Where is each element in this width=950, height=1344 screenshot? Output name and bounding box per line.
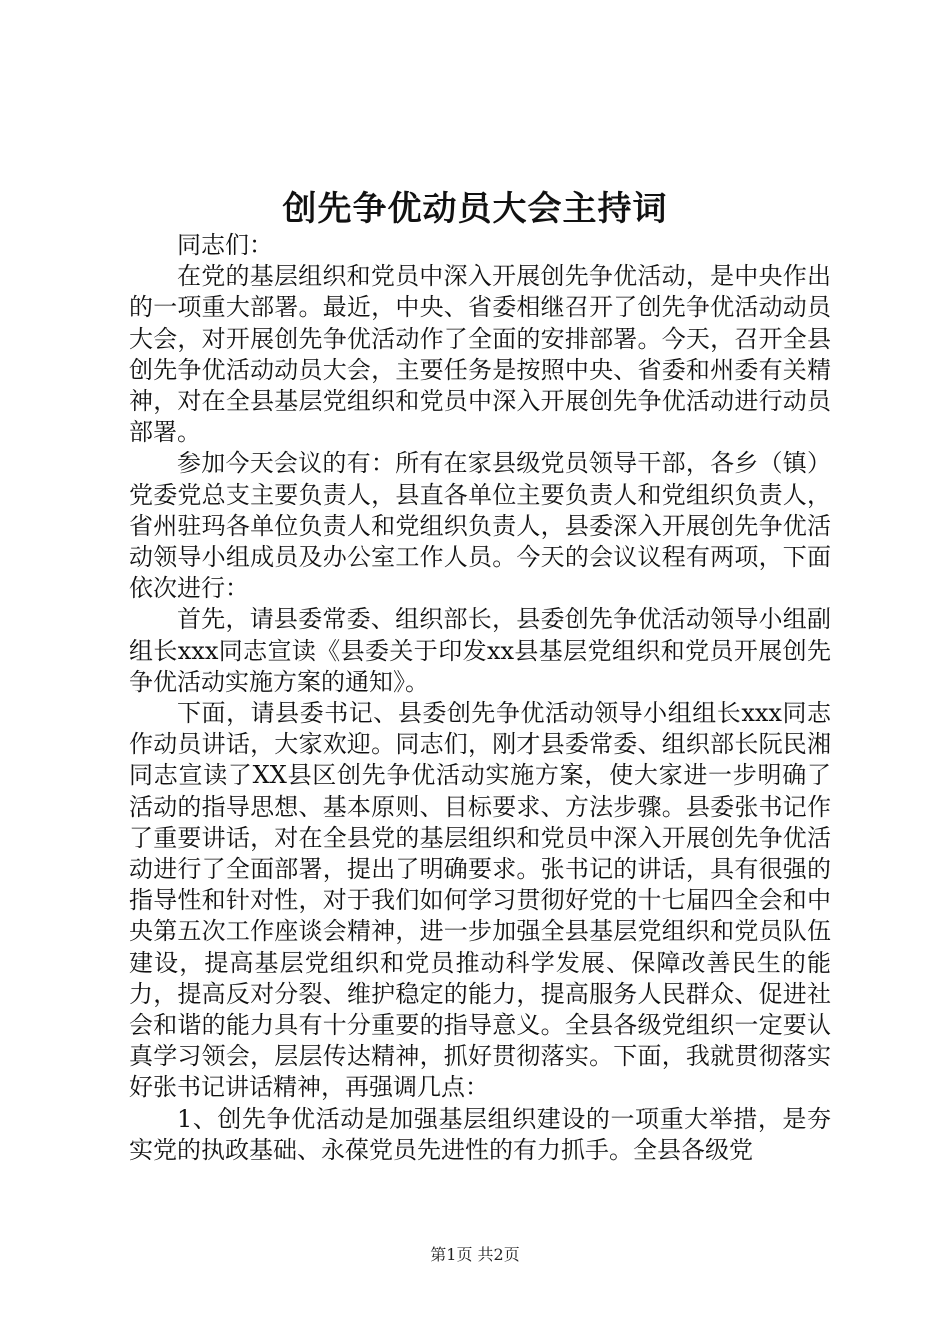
paragraph: 在党的基层组织和党员中深入开展创先争优活动，是中央作出的一项重大部署。最近，中央、省委相继召开了创先争优活动动员大会，对开展创先争优活动作了全面的安排部署。今天，召开全县创先争优活动动员大会，主要任务是按照中央、省委和州委有关精神，对在全县基层党组织和党员中深入开展创先争优活动进行动员部署。 [129, 262, 831, 447]
document-title: 创先争优动员大会主持词 [282, 189, 668, 229]
paragraph: 首先，请县委常委、组织部长，县委创先争优活动领导小组副组长xxx同志宣读《县委关于印发xx县基层党组织和党员开展创先争优活动实施方案的通知》。 [129, 605, 831, 696]
document-body [129, 230, 831, 1166]
salutation: 同志们： [177, 231, 273, 259]
paragraph: 参加今天会议的有：所有在家县级党员领导干部，各乡（镇）党委党总支主要负责人，县直各单位主要负责人和党组织负责人，省州驻玛各单位负责人和党组织负责人，县委深入开展创先争优活动领导小组成员及办公室工作人员。今天的会议议程有两项，下面依次进行： [129, 449, 831, 603]
paragraph: 1、创先争优活动是加强基层组织建设的一项重大举措，是夯实党的执政基础、永葆党员先进性的有力抓手。全县各级党 [129, 1104, 831, 1164]
page-number-footer: 第1页 共2页 [430, 1245, 520, 1264]
paragraph: 下面，请县委书记、县委创先争优活动领导小组组长xxx同志作动员讲话，大家欢迎。同志们，刚才县委常委、组织部长阮民湘同志宣读了XX县区创先争优活动实施方案，使大家进一步明确了活动的指导思想、基本原则、目标要求、方法步骤。县委张书记作了重要讲话，对在全县党的基层组织和党员中深入开展创先争优活动进行了全面部署，提出了明确要求。张书记的讲话，具有很强的指导性和针对性，对于我们如何学习贯彻好党的十七届四全会和中央第五次工作座谈会精神，进一步加强全县基层党组织和党员队伍建设，提高基层党组织和党员推动科学发展、保障改善民生的能力，提高反对分裂、维护稳定的能力，提高服务人民群众、促进社会和谐的能力具有十分重要的指导意义。全县各级党组织一定要认真学习领会，层层传达精神，抓好贯彻落实。下面，我就贯彻落实好张书记讲话精神，再强调几点： [129, 699, 831, 1102]
